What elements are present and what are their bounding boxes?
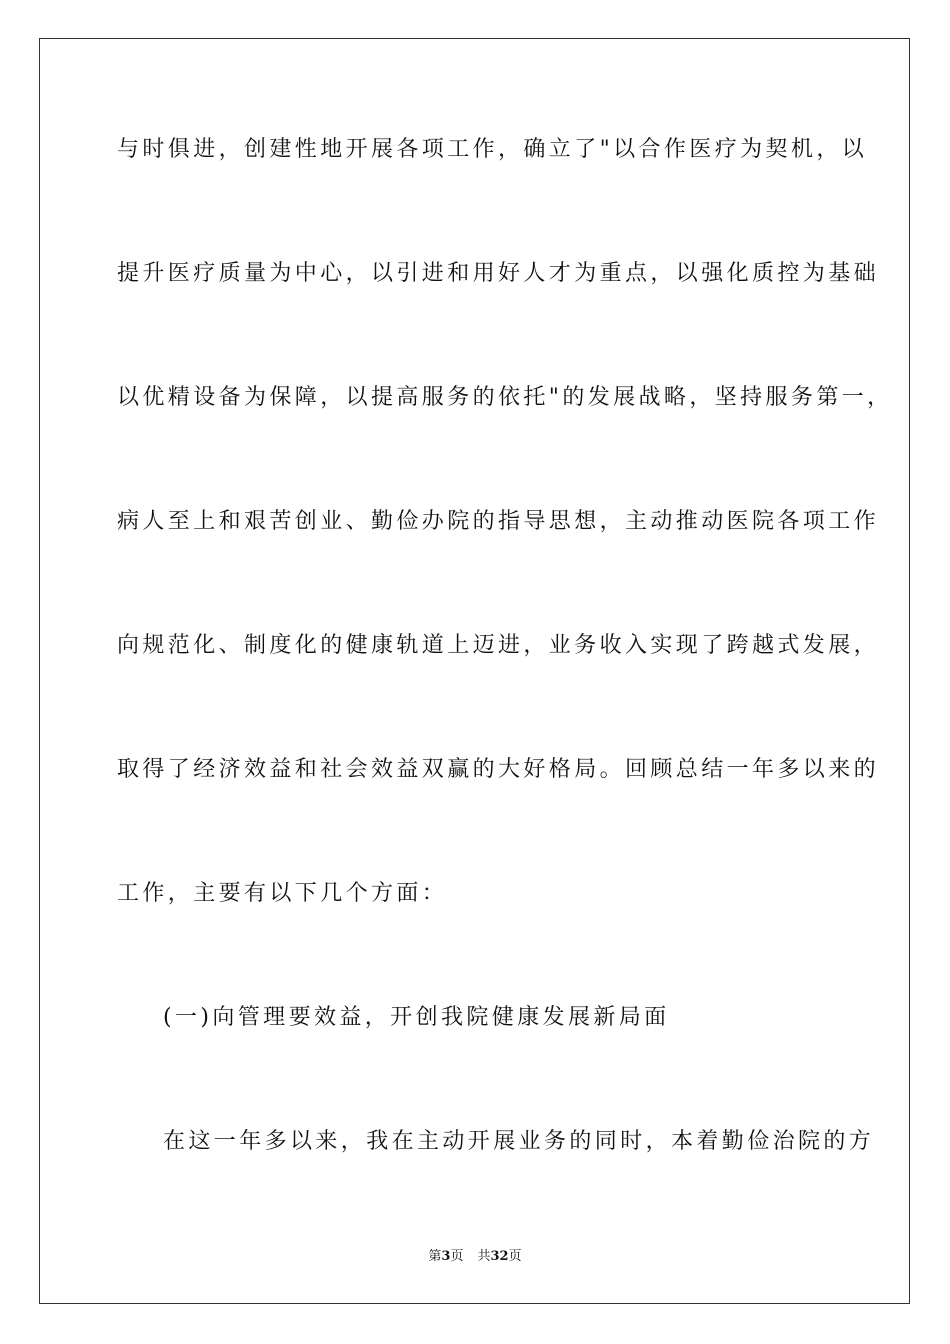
body-line-7: 工作，主要有以下几个方面： xyxy=(117,881,448,906)
footer-total-suffix: 页 xyxy=(508,1249,522,1264)
body-line-1: 与时俱进，创建性地开展各项工作，确立了"以合作医疗为契机，以 xyxy=(117,137,868,162)
footer-total-prefix: 共 xyxy=(477,1249,491,1264)
body-line-9: 在这一年多以来，我在主动开展业务的同时，本着勤俭治院的方 xyxy=(163,1129,875,1154)
footer-page-suffix: 页 xyxy=(450,1249,464,1264)
section-heading: (一)向管理要效益，开创我院健康发展新局面 xyxy=(163,1005,670,1030)
body-line-3: 以优精设备为保障，以提高服务的依托"的发展战略，坚持服务第一， xyxy=(117,385,893,410)
page-footer xyxy=(0,1248,950,1266)
page-frame xyxy=(39,38,910,1304)
footer-page-number: 3 xyxy=(441,1249,451,1264)
body-line-2: 提升医疗质量为中心，以引进和用好人才为重点，以强化质控为基础 xyxy=(117,261,880,286)
body-line-6: 取得了经济效益和社会效益双赢的大好格局。回顾总结一年多以来的 xyxy=(117,757,880,782)
footer-page-prefix: 第 xyxy=(428,1249,442,1264)
body-line-5: 向规范化、制度化的健康轨道上迈进，业务收入实现了跨越式发展， xyxy=(117,633,880,658)
body-line-4: 病人至上和艰苦创业、勤俭办院的指导思想，主动推动医院各项工作 xyxy=(117,509,880,534)
footer-total-pages: 32 xyxy=(490,1249,509,1264)
